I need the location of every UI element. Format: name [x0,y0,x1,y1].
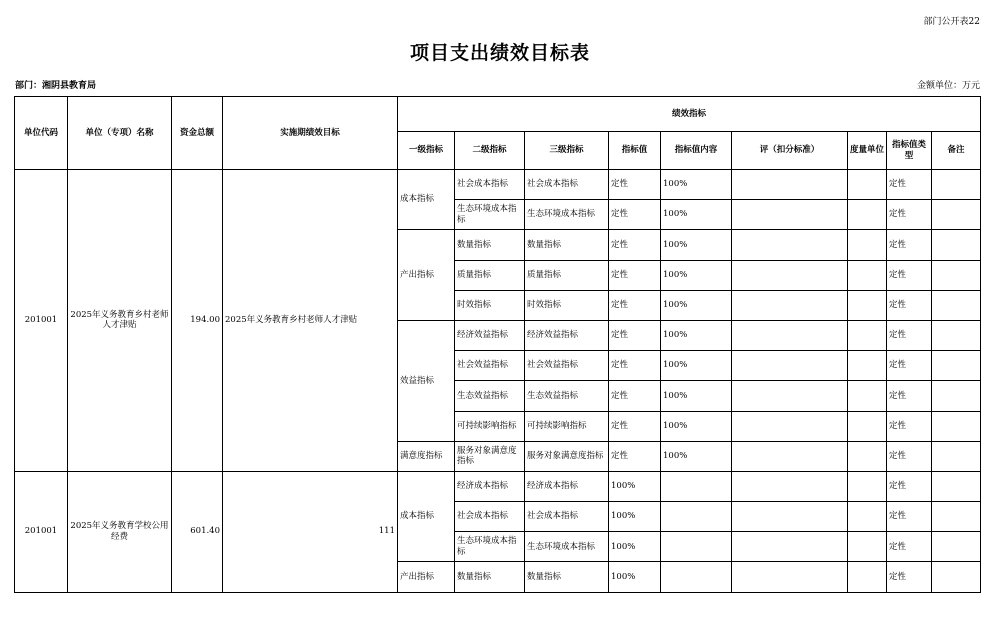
level2-cell: 社会成本指标 [455,502,525,532]
scoring-cell [732,502,848,532]
remarks-cell [932,290,981,320]
table-body [15,170,981,593]
value-type-cell: 定性 [887,351,932,381]
measure-unit-cell [848,381,887,411]
value-type-cell: 定性 [887,290,932,320]
remarks-cell [932,471,981,501]
measure-unit-cell [848,320,887,350]
remarks-cell [932,502,981,532]
remarks-cell [932,411,981,441]
value-cell: 定性 [609,351,661,381]
value-cell: 100% [609,471,661,501]
value-cell: 100% [609,532,661,562]
measure-unit-cell [848,562,887,592]
level2-cell: 时效指标 [455,290,525,320]
header-level1: 一级指标 [398,132,455,170]
value-cell: 定性 [609,320,661,350]
scoring-cell [732,381,848,411]
form-number: 部门公开表22 [923,17,980,27]
unit-code-cell: 201001 [15,170,68,472]
scoring-cell [732,290,848,320]
value-content-cell: 100% [661,290,732,320]
header-value: 指标值 [609,132,661,170]
value-type-cell: 定性 [887,502,932,532]
department-label: 部门：湘阴县教育局 [15,81,97,91]
value-content-cell: 100% [661,200,732,230]
level1-cell: 产出指标 [398,230,455,321]
level3-cell: 社会成本指标 [525,170,609,200]
level3-cell: 数量指标 [525,230,609,260]
measure-unit-cell [848,411,887,441]
level2-cell: 社会效益指标 [455,351,525,381]
table-row [15,471,981,501]
measure-unit-cell [848,532,887,562]
level2-cell: 生态效益指标 [455,381,525,411]
remarks-cell [932,532,981,562]
value-type-cell: 定性 [887,170,932,200]
measure-unit-cell [848,471,887,501]
header-value-content: 指标值内容 [661,132,732,170]
goal-cell: 2025年义务教育乡村老师人才津贴 [223,170,398,472]
value-type-cell: 定性 [887,381,932,411]
header-remarks: 备注 [932,132,981,170]
value-content-cell: 100% [661,320,732,350]
value-content-cell: 100% [661,411,732,441]
measure-unit-cell [848,230,887,260]
value-content-cell: 100% [661,230,732,260]
level3-cell: 服务对象满意度指标 [525,441,609,471]
measure-unit-cell [848,290,887,320]
header-level2: 二级指标 [455,132,525,170]
level2-cell: 生态环境成本指标 [455,532,525,562]
level2-cell: 质量指标 [455,260,525,290]
header-indicators: 绩效指标 [398,97,981,132]
remarks-cell [932,320,981,350]
value-type-cell: 定性 [887,532,932,562]
level2-cell: 可持续影响指标 [455,411,525,441]
page-title: 项目支出绩效目标表 [409,42,590,64]
level1-cell: 成本指标 [398,170,455,230]
value-cell: 定性 [609,411,661,441]
level3-cell: 可持续影响指标 [525,411,609,441]
value-cell: 100% [609,562,661,592]
level3-cell: 时效指标 [525,290,609,320]
amount-cell: 601.40 [172,471,223,592]
level2-cell: 服务对象满意度指标 [455,441,525,471]
scoring-cell [732,562,848,592]
value-cell: 定性 [609,170,661,200]
header-goal: 实施期绩效目标 [223,97,398,170]
level3-cell: 经济成本指标 [525,471,609,501]
value-content-cell: 100% [661,260,732,290]
header-measure-unit: 度量单位 [848,132,887,170]
measure-unit-cell [848,200,887,230]
level1-cell: 成本指标 [398,471,455,562]
performance-goal-table [14,96,981,593]
value-content-cell [661,532,732,562]
value-cell: 定性 [609,230,661,260]
value-content-cell: 100% [661,170,732,200]
level1-cell: 效益指标 [398,320,455,441]
value-type-cell: 定性 [887,471,932,501]
scoring-cell [732,411,848,441]
level3-cell: 生态环境成本指标 [525,532,609,562]
level2-cell: 社会成本指标 [455,170,525,200]
scoring-cell [732,260,848,290]
value-cell: 定性 [609,200,661,230]
amount-unit-label: 金额单位：万元 [916,81,980,91]
scoring-cell [732,320,848,350]
remarks-cell [932,562,981,592]
level3-cell: 社会成本指标 [525,502,609,532]
measure-unit-cell [848,351,887,381]
value-type-cell: 定性 [887,320,932,350]
level2-cell: 数量指标 [455,562,525,592]
remarks-cell [932,381,981,411]
remarks-cell [932,351,981,381]
value-cell: 定性 [609,290,661,320]
measure-unit-cell [848,260,887,290]
header-total-funds: 资金总额 [172,97,223,170]
unit-code-cell: 201001 [15,471,68,592]
scoring-cell [732,351,848,381]
scoring-cell [732,170,848,200]
value-content-cell [661,562,732,592]
level3-cell: 经济效益指标 [525,320,609,350]
value-type-cell: 定性 [887,411,932,441]
level3-cell: 社会效益指标 [525,351,609,381]
header-scoring: 评（扣分标准） [732,132,848,170]
level3-cell: 质量指标 [525,260,609,290]
remarks-cell [932,170,981,200]
value-type-cell: 定性 [887,562,932,592]
amount-cell: 194.00 [172,170,223,472]
header-unit-code: 单位代码 [15,97,68,170]
level3-cell: 数量指标 [525,562,609,592]
value-content-cell [661,471,732,501]
header-unit-project-name: 单位（专项）名称 [68,97,172,170]
scoring-cell [732,200,848,230]
level2-cell: 经济效益指标 [455,320,525,350]
scoring-cell [732,532,848,562]
value-type-cell: 定性 [887,260,932,290]
value-content-cell [661,502,732,532]
value-type-cell: 定性 [887,230,932,260]
scoring-cell [732,471,848,501]
value-cell: 定性 [609,441,661,471]
value-content-cell: 100% [661,441,732,471]
measure-unit-cell [848,502,887,532]
value-type-cell: 定性 [887,200,932,230]
table-row [15,170,981,200]
value-cell: 定性 [609,260,661,290]
scoring-cell [732,441,848,471]
remarks-cell [932,260,981,290]
value-cell: 100% [609,502,661,532]
measure-unit-cell [848,170,887,200]
remarks-cell [932,441,981,471]
project-name-cell: 2025年义务教育学校公用经费 [68,471,172,592]
goal-cell: 111 [223,471,398,592]
remarks-cell [932,230,981,260]
level1-cell: 产出指标 [398,562,455,592]
level3-cell: 生态环境成本指标 [525,200,609,230]
header-level3: 三级指标 [525,132,609,170]
level2-cell: 经济成本指标 [455,471,525,501]
level2-cell: 数量指标 [455,230,525,260]
value-content-cell: 100% [661,381,732,411]
value-content-cell: 100% [661,351,732,381]
value-type-cell: 定性 [887,441,932,471]
measure-unit-cell [848,441,887,471]
level3-cell: 生态效益指标 [525,381,609,411]
remarks-cell [932,200,981,230]
value-cell: 定性 [609,381,661,411]
level1-cell: 满意度指标 [398,441,455,471]
scoring-cell [732,230,848,260]
project-name-cell: 2025年义务教育乡村老师人才津贴 [68,170,172,472]
level2-cell: 生态环境成本指标 [455,200,525,230]
header-value-type: 指标值类型 [887,132,932,170]
